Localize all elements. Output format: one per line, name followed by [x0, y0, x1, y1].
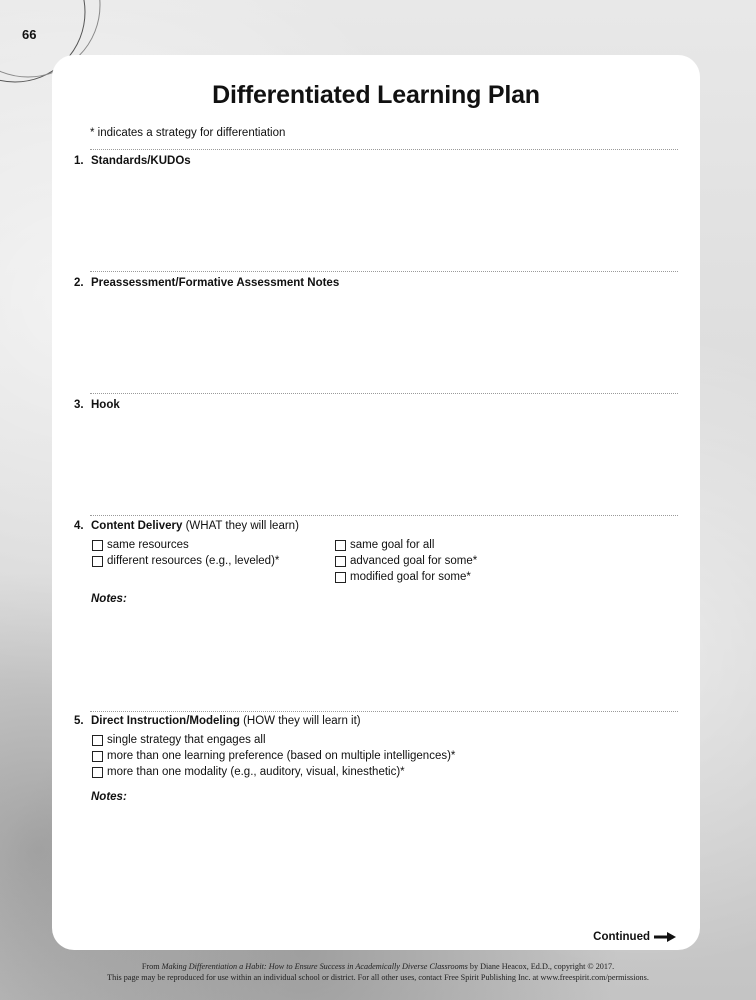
option-modified-goal[interactable]: [335, 571, 471, 583]
checkbox[interactable]: [335, 556, 346, 567]
option-label: modified goal for some*: [350, 571, 471, 583]
continued-label: Continued: [593, 931, 650, 943]
checkbox[interactable]: [92, 556, 103, 567]
page-number: 66: [22, 27, 37, 42]
option-label: advanced goal for some*: [350, 555, 478, 567]
section-preassessment: [74, 277, 339, 289]
notes-label: Notes:: [91, 791, 127, 803]
checkbox[interactable]: [335, 572, 346, 583]
section-subtitle: (WHAT they will learn): [182, 520, 299, 532]
section-number: 2.: [74, 277, 84, 289]
option-advanced-goal[interactable]: [335, 555, 477, 567]
section-title: Direct Instruction/Modeling: [91, 715, 240, 727]
section-content-delivery: [74, 520, 299, 532]
divider: [90, 149, 678, 150]
section-number: 3.: [74, 399, 84, 411]
option-different-resources[interactable]: [92, 555, 279, 567]
checkbox[interactable]: [335, 540, 346, 551]
section-title: Preassessment/Formative Assessment Notes: [91, 277, 340, 289]
section-subtitle: (HOW they will learn it): [239, 715, 361, 727]
option-label: different resources (e.g., leveled)*: [107, 555, 280, 567]
section-hook: [74, 399, 120, 411]
option-same-goal[interactable]: [335, 539, 434, 551]
continued-indicator: [593, 931, 676, 943]
option-modality[interactable]: [92, 766, 405, 778]
footer-text: From: [141, 962, 162, 971]
section-title: Content Delivery: [91, 520, 183, 532]
page-title: Differentiated Learning Plan: [212, 81, 540, 109]
option-label: same goal for all: [350, 539, 435, 551]
footer-line-2: This page may be reproduced for use within an individual school or district. For all other uses, contact Free Spirit Publishing Inc. at www.freespirit.com/permissions.: [107, 972, 649, 982]
notes-label: Notes:: [91, 593, 127, 605]
checkbox[interactable]: [92, 540, 103, 551]
option-label: same resources: [107, 539, 189, 551]
divider: [90, 393, 678, 394]
copyright-footer: [0, 962, 756, 983]
arrow-right-icon: [654, 932, 676, 942]
section-title: Hook: [91, 399, 120, 411]
section-title: Standards/KUDOs: [91, 155, 191, 167]
footer-text: by Diane Heacox, Ed.D., copyright © 2017.: [467, 962, 615, 971]
option-label: single strategy that engages all: [107, 734, 266, 746]
option-label: more than one modality (e.g., auditory, visual, kinesthetic)*: [107, 766, 405, 778]
checkbox[interactable]: [92, 751, 103, 762]
divider: [90, 271, 678, 272]
checkbox[interactable]: [92, 735, 103, 746]
footer-line-1: [0, 962, 756, 973]
section-number: 1.: [74, 155, 84, 167]
option-label: more than one learning preference (based on multiple intelligences)*: [107, 750, 456, 762]
section-direct-instruction: [74, 715, 361, 727]
section-standards: [74, 155, 191, 167]
section-number: 4.: [74, 520, 84, 532]
divider: [90, 711, 678, 712]
option-learning-preference[interactable]: [92, 750, 455, 762]
divider: [90, 515, 678, 516]
asterisk-note: * indicates a strategy for differentiation: [90, 127, 286, 139]
worksheet-card: [52, 55, 700, 950]
section-number: 5.: [74, 715, 84, 727]
option-same-resources[interactable]: [92, 539, 189, 551]
checkbox[interactable]: [92, 767, 103, 778]
book-title: Making Differentiation a Habit: How to Ensure Success in Academically Diverse Classrooms: [161, 962, 468, 971]
option-single-strategy[interactable]: [92, 734, 266, 746]
